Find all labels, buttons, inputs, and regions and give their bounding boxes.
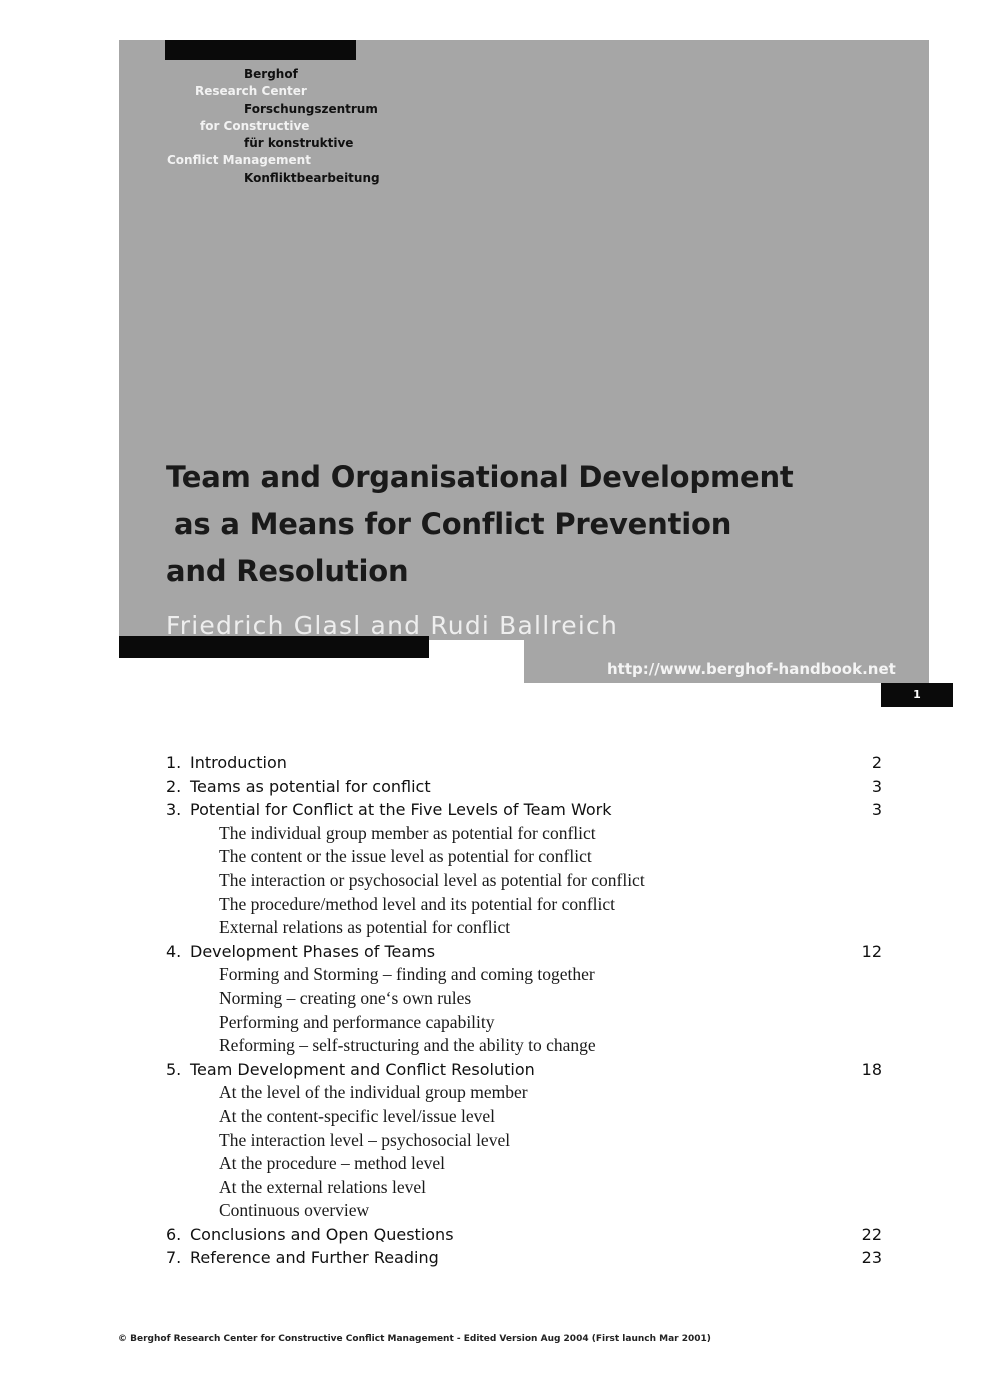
toc-page-number: 23 [861, 1248, 882, 1268]
toc-subsection-entry[interactable] [166, 1081, 882, 1105]
toc-entry-label: The procedure/method level and its potential for conflict [219, 893, 616, 914]
toc-subsection-entry[interactable] [166, 1199, 882, 1223]
toc-chapter-number: 4. [166, 941, 182, 961]
toc-chapter-number: 7. [166, 1248, 182, 1268]
authors: Friedrich Glasl and Rudi Ballreich [166, 611, 618, 640]
logo-line: for Constructive [200, 118, 310, 133]
toc-entry-label: Continuous overview [219, 1200, 370, 1221]
toc-subsection-entry[interactable] [166, 1176, 882, 1200]
toc-subsection-entry[interactable] [166, 916, 882, 940]
toc-subsection-entry[interactable] [166, 963, 882, 987]
title-line: as a Means for Conflict Prevention [174, 507, 732, 541]
toc-entry-label: At the level of the individual group member [219, 1082, 528, 1103]
toc-chapter-number: 6. [166, 1224, 182, 1244]
toc-chapter-entry[interactable] [166, 1058, 882, 1082]
toc-entry-label: Team Development and Conflict Resolution [190, 1059, 535, 1079]
toc-subsection-entry[interactable] [166, 893, 882, 917]
decorative-bar-top [165, 40, 356, 60]
toc-subsection-entry[interactable] [166, 1011, 882, 1035]
toc-entry-label: The individual group member as potential for conflict [219, 822, 596, 843]
title-line: and Resolution [166, 554, 409, 588]
logo-line: Forschungszentrum [244, 101, 378, 116]
toc-subsection-entry[interactable] [166, 1129, 882, 1153]
toc-entry-label: Introduction [190, 753, 287, 772]
toc-entry-label: Reforming – self-structuring and the ability to change [219, 1035, 596, 1056]
toc-entry-label: Reference and Further Reading [190, 1248, 439, 1268]
logo-line: Research Center [195, 84, 307, 99]
toc-entry-label: Potential for Conflict at the Five Levels of Team Work [190, 800, 612, 820]
toc-chapter-entry[interactable] [166, 940, 882, 964]
toc-entry-label: The interaction level – psychosocial level [219, 1129, 511, 1150]
table-of-contents [166, 751, 882, 1270]
toc-entry-label: External relations as potential for conflict [219, 917, 511, 938]
toc-page-number: 12 [861, 941, 882, 961]
logo-line: Berghof [244, 67, 298, 81]
toc-chapter-number: 1. [166, 753, 182, 772]
toc-chapter-entry[interactable] [166, 798, 882, 822]
toc-entry-label: Performing and performance capability [219, 1011, 495, 1032]
berghof-logo [160, 66, 380, 187]
toc-chapter-entry[interactable] [166, 751, 882, 775]
website-url[interactable]: http://www.berghof-handbook.net [607, 660, 896, 678]
toc-entry-label: Forming and Storming – finding and coming together [219, 964, 595, 985]
toc-chapter-number: 5. [166, 1059, 182, 1079]
toc-entry-label: Teams as potential for conflict [190, 776, 431, 796]
toc-chapter-entry[interactable] [166, 1246, 882, 1270]
toc-entry-label: The interaction or psychosocial level as potential for conflict [219, 869, 645, 890]
toc-entry-label: Norming – creating one‘s own rules [219, 987, 472, 1008]
toc-subsection-entry[interactable] [166, 1034, 882, 1058]
toc-entry-label: At the external relations level [219, 1176, 427, 1197]
logo-line: für konstruktive [244, 136, 354, 151]
toc-page-number: 18 [861, 1059, 882, 1079]
copyright-footer: © Berghof Research Center for Constructive Conflict Management - Edited Version Aug 2004 (First launch Mar 2001) [118, 1334, 711, 1344]
toc-page-number: 2 [871, 753, 882, 772]
toc-chapter-entry[interactable] [166, 1223, 882, 1247]
toc-chapter-entry[interactable] [166, 775, 882, 799]
title-line: Team and Organisational Development [166, 460, 794, 494]
toc-subsection-entry[interactable] [166, 845, 882, 869]
toc-chapter-number: 3. [166, 800, 182, 820]
document-title [166, 454, 806, 595]
toc-entry-label: The content or the issue level as potential for conflict [219, 846, 592, 867]
page-number-badge: 1 [881, 683, 953, 707]
toc-subsection-entry[interactable] [166, 1105, 882, 1129]
toc-subsection-entry[interactable] [166, 1152, 882, 1176]
logo-line: Konfliktbearbeitung [244, 170, 380, 185]
toc-chapter-number: 2. [166, 776, 182, 796]
toc-entry-label: At the content-specific level/issue level [219, 1105, 496, 1126]
toc-subsection-entry[interactable] [166, 987, 882, 1011]
toc-entry-label: At the procedure – method level [219, 1153, 445, 1174]
toc-subsection-entry[interactable] [166, 869, 882, 893]
toc-subsection-entry[interactable] [166, 822, 882, 846]
toc-entry-label: Conclusions and Open Questions [190, 1224, 454, 1244]
toc-entry-label: Development Phases of Teams [190, 941, 436, 961]
toc-page-number: 3 [871, 776, 882, 796]
logo-line: Conflict Management [167, 153, 311, 168]
toc-page-number: 3 [871, 800, 882, 820]
toc-page-number: 22 [861, 1224, 882, 1244]
